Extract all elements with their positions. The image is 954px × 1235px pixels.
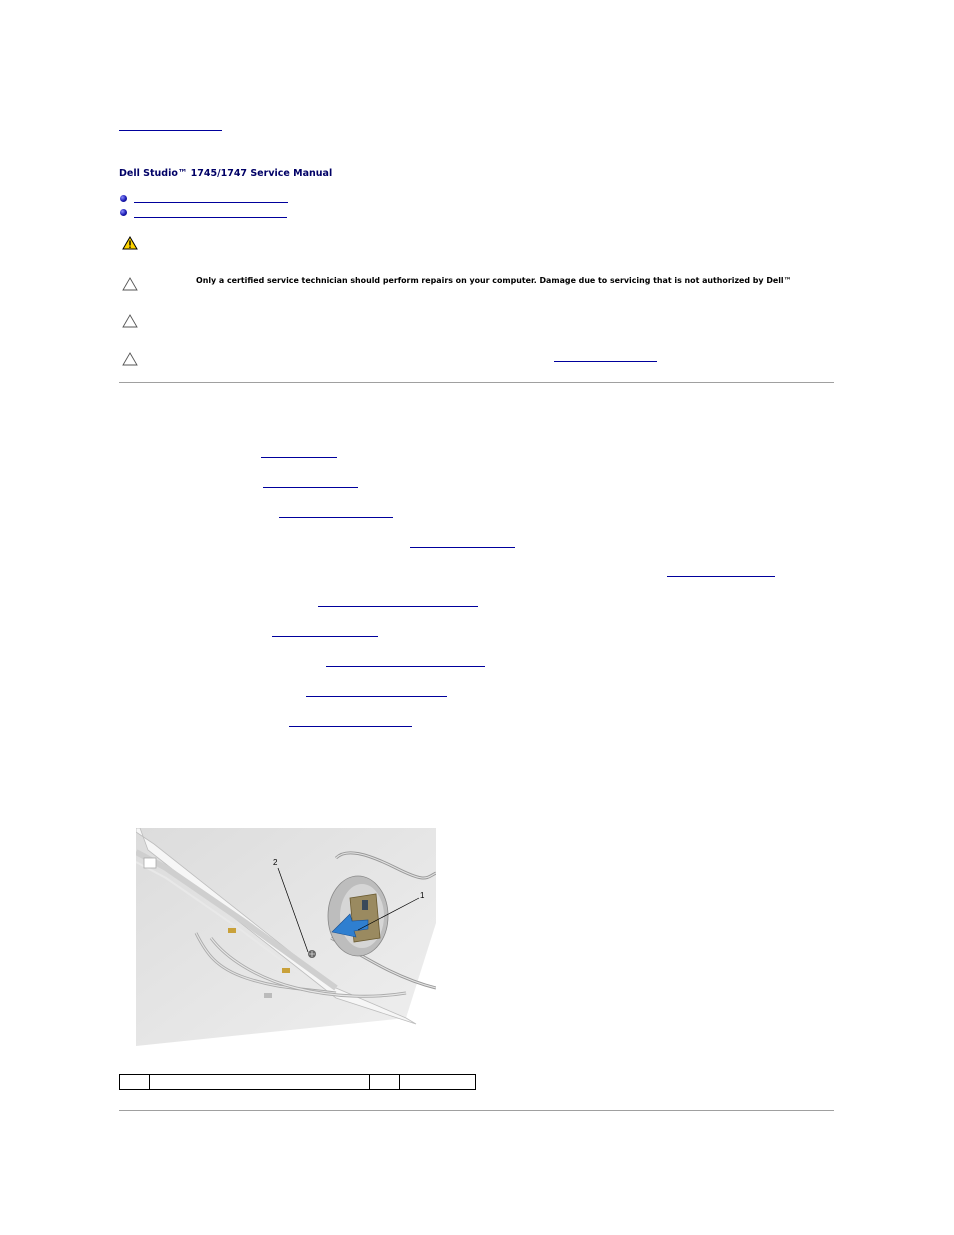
caution-icon (122, 277, 138, 291)
callout-table (119, 1074, 476, 1090)
caution-text: Only a certified service technician should perform repairs on your computer. Damage due to servicing that is not authorized by Dell™ (196, 276, 792, 285)
step-link-2[interactable] (263, 487, 358, 488)
step-link-4[interactable] (410, 547, 515, 548)
table-cell (400, 1075, 476, 1090)
back-link[interactable] (119, 130, 222, 131)
page-title: Dell Studio™ 1745/1747 Service Manual (119, 168, 333, 179)
step-link-1[interactable] (261, 457, 337, 458)
section-link-1[interactable] (134, 202, 288, 203)
callout-1: 1 (420, 891, 425, 900)
bullet-icon (120, 195, 127, 202)
section-link-2[interactable] (134, 217, 287, 218)
divider (119, 1110, 834, 1111)
step-link-6[interactable] (318, 606, 478, 607)
step-link-8[interactable] (326, 666, 485, 667)
table-cell (120, 1075, 150, 1090)
table-row (120, 1075, 476, 1090)
table-cell (370, 1075, 400, 1090)
step-link-7[interactable] (272, 636, 378, 637)
step-link-9[interactable] (306, 696, 447, 697)
table-cell (150, 1075, 370, 1090)
bullet-icon (120, 209, 127, 216)
step-link-5[interactable] (667, 576, 775, 577)
caution-link[interactable] (554, 361, 657, 362)
component-illustration (136, 828, 436, 1046)
divider (119, 382, 834, 383)
warning-icon (122, 236, 138, 250)
caution-icon (122, 314, 138, 328)
caution-icon (122, 352, 138, 366)
callout-2: 2 (273, 858, 278, 867)
step-link-3[interactable] (279, 517, 393, 518)
step-link-10[interactable] (289, 726, 412, 727)
